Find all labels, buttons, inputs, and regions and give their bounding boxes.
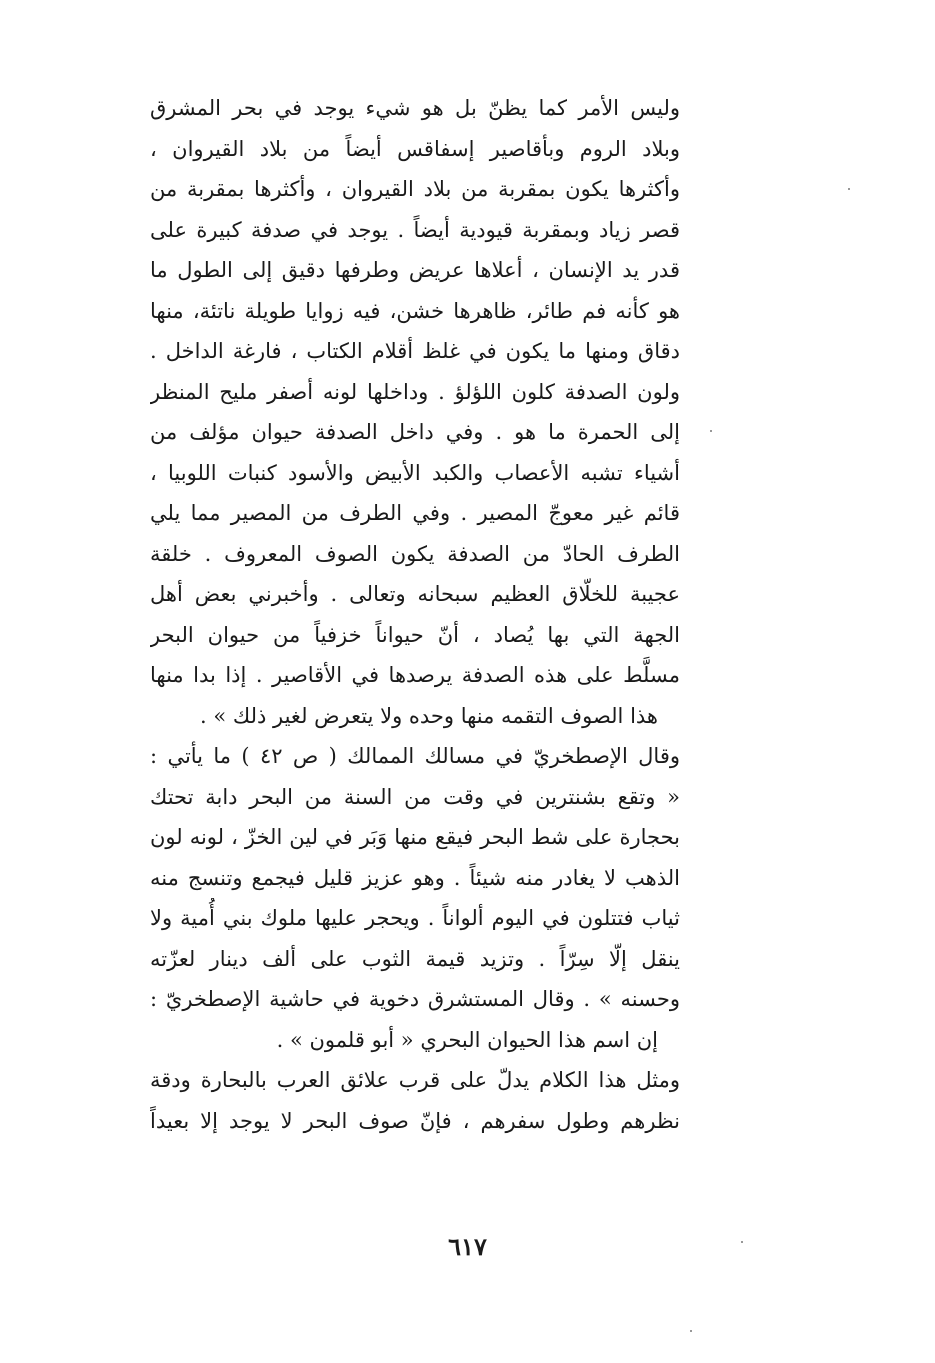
text-line: ينقل إلّا سِرّاً . وتزيد قيمة الثوب على ألف دينار لعزّته (150, 946, 680, 971)
text-line: إن اسم هذا الحيوان البحري « أبو قلمون » . (276, 1027, 658, 1052)
text-line: « وتقع بشنترين في وقت من السنة من البحر دابة تحتك (150, 784, 680, 809)
text-line: ثياب فتتلون في اليوم ألواناً . ويحجر عليها ملوك بني أُمية ولا (150, 906, 680, 930)
text-line: الجهة التي بها يُصاد ، أنّ حيواناً خزفياً من حيوان البحر (150, 622, 680, 647)
text-line: وحسنه » . وقال المستشرق دخوية في حاشية الإصطخريّ : (150, 987, 680, 1011)
text-line: هو كأنه فم طائر، ظاهرها خشن، فيه زوايا طويلة ناتئة، منها (150, 298, 680, 323)
text-line: هذا الصوف التقمه منها وحده ولا يتعرض لغير ذلك » . (200, 703, 658, 728)
body-text (150, 88, 680, 1141)
text-line: بحجارة على شط البحر فيقع منها وَبَر في لين الخزّ ، لونه لون (150, 825, 680, 849)
text-line: ولون الصدفة كلون اللؤلؤ . وداخلها لونه أصفر مليح المنظر (150, 379, 680, 404)
scan-speck (690, 1330, 692, 1332)
text-line: إلى الحمرة ما هو . وفي داخل الصدفة حيوان مؤلف من (150, 420, 680, 444)
page-number: ٦١٧ (448, 1232, 487, 1261)
scan-speck (710, 430, 712, 432)
text-line: ومثل هذا الكلام يدلّ على قرب علائق العرب بالبحارة ودقة (150, 1068, 680, 1092)
text-line: مسلَّط على هذه الصدفة يرصدها في الأقاصير . إذا بدا منها (150, 663, 680, 687)
scan-speck (741, 1241, 743, 1243)
text-line: عجيبة للخلّاق العظيم سبحانه وتعالى . وأخبرني بعض أهل (150, 582, 680, 606)
text-line: أشياء تشبه الأعصاب والكبد الأبيض والأسود كنبات اللوبيا ، (150, 460, 680, 485)
text-line: قائم غير معوجّ المصير . وفي الطرف من المصير مما يلي (150, 501, 680, 525)
text-line: وليس الأمر كما يظنّ بل هو شيء يوجد في بحر المشرق (150, 96, 680, 120)
text-line: وأكثرها يكون بمقربة من بلاد القيروان ، وأكثرها بمقربة من (150, 177, 680, 201)
scan-speck (848, 188, 850, 190)
text-line: دقاق ومنها ما يكون في غلظ أقلام الكتاب ، فارغة الداخل . (150, 339, 680, 363)
text-line: الذهب لا يغادر منه شيئاً . وهو عزيز قليل فيجمع وتنسج منه (150, 865, 680, 890)
text-line: قصر زياد وبمقربة قيودية أيضاً . يوجد في صدفة كبيرة على (150, 217, 680, 242)
text-line: وبلاد الروم وبأقاصير إسفاقس أيضاً من بلاد القيروان ، (150, 136, 680, 161)
text-line: الطرف الحادّ من الصدفة يكون الصوف المعروف . خلقة (150, 541, 680, 566)
text-line: نظرهم وطول سفرهم ، فإنّ صوف البحر لا يوجد إلا بعيداً (150, 1108, 680, 1133)
text-line: وقال الإصطخريّ في مسالك الممالك ( ص ٤٢ ) ما يأتي : (150, 744, 680, 768)
text-line: قدر يد الإنسان ، أعلاها عريض وطرفها دقيق إلى الطول ما (150, 258, 680, 282)
